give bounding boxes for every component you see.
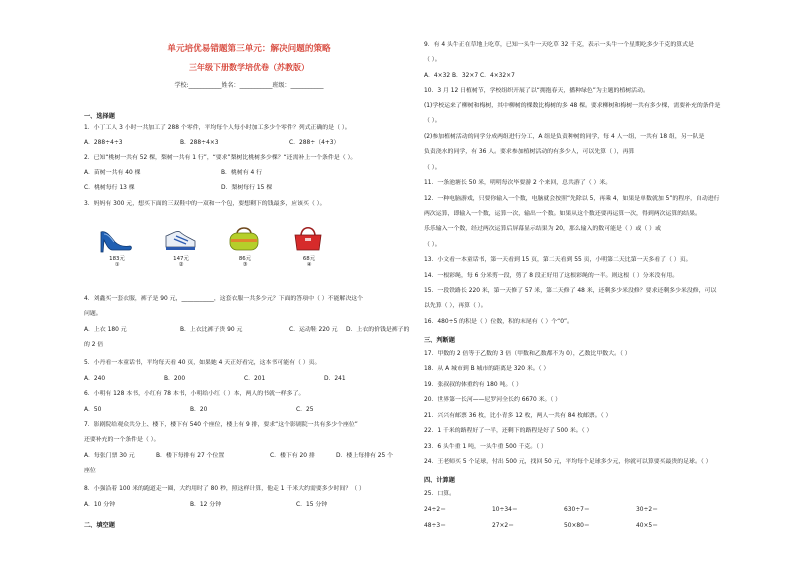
question-4: 4．刘鑫买一套衣服，裤子是 90 元，___________，这套衣服一共多少元？下面的答项中（ ）不能解决这个 — [84, 296, 363, 302]
question-4-option-d-continued: 的 2 倍 — [84, 342, 104, 348]
question-24: 24．王老师买 5 个足球，付出 500 元，找回 50 元，平均每个足球多少元，你就可以算要买最贵的足球。（ ） — [424, 459, 712, 465]
question-10-part-2: (2)参加植树活动的同学分成两组进行分工，A 组是负责种树的同学，每 4 人一组，一共有 18 组，另一队是 — [424, 134, 705, 140]
option[interactable]: A．50 — [84, 407, 102, 413]
question-7: 7．影剧院给观众共分上、楼下，楼下有 540 个座位，楼上有 9 排，要求“这个影剧院一共有多少个座位” — [84, 422, 358, 428]
question-12-blank: （ ）。 — [424, 242, 441, 248]
option[interactable]: B．上衣比裤子贵 90 元 — [180, 327, 243, 333]
question-21: 21．兴兴有邮票 36 枚，比小青多 12 枚，两人一共有 84 枚邮票。（ ） — [424, 413, 612, 419]
option[interactable]: A．上衣 180 元 — [84, 327, 127, 333]
question-25: 25．口算。 — [424, 491, 456, 497]
section-heading-choice: 一、选择题 — [84, 113, 115, 120]
question-10: 10．3 月 12 日植树节，学校组织开展了以“拥抱春天，播种绿色”为主题的植树活动。 — [424, 88, 649, 94]
item-price: 68元 — [302, 256, 316, 262]
item-card — [220, 222, 270, 272]
question-15-continued: 以先算（ ），再算（ ）。 — [424, 303, 487, 309]
option[interactable]: C．桃树每行 13 棵 — [84, 185, 135, 191]
question-5: 5．小丹看一本童话书，平均每天看 40 页，如果她 4 天正好看完，这本书可能有（ ）页。 — [84, 360, 321, 366]
option[interactable]: B．288÷4×3 — [180, 140, 219, 146]
question-9: 9．有 4 头牛正在草地上吃草，已知一头牛一天吃草 32 千克，表示一头牛一个星期吃多少千克的算式是 — [424, 42, 694, 48]
option[interactable]: C．15 分钟 — [296, 502, 328, 508]
student-info-line: 学校:___________姓名：___________班级：___________ — [174, 82, 324, 89]
question-14: 14．一根彩绳，每 6 分米剪一段，剪了 8 段正好用了这根彩绳的一半。则这根（ ）分米没有用。 — [424, 273, 679, 279]
option[interactable]: D．梨树每行 15 棵 — [221, 185, 273, 191]
item-card — [156, 222, 206, 272]
math-item: 27×2＝ — [492, 523, 515, 529]
item-number: ① — [114, 262, 120, 268]
question-10-part-1-blank: （ ）。 — [424, 118, 441, 124]
question-17: 17．甲数的 2 倍等于乙数的 3 倍（甲数和乙数都不为 0），乙数比甲数大。（ ） — [424, 351, 631, 357]
question-1: 1．小丁工人 3 小时一共加工了 288 个零件，平均每个人每小时加工多少个零件？列式正确的是（ ）。 — [84, 125, 351, 131]
option[interactable]: A．苗树一共有 40 棵 — [84, 170, 141, 176]
option[interactable]: A．每张门票 30 元 — [84, 453, 135, 459]
question-20: 20．世界第一长河——尼罗河全长约 6670 米。（ ） — [424, 397, 562, 403]
question-7-continued: 还要补充的一个条件是（ ）。 — [84, 437, 160, 443]
math-item: 24÷2＝ — [424, 507, 447, 513]
question-4-continued: 问题。 — [84, 311, 102, 317]
option[interactable]: C．25 — [296, 407, 314, 413]
option[interactable]: C．运动鞋 220 元 — [289, 327, 338, 333]
question-3-pictures — [92, 222, 392, 272]
question-11: 11．一条池塘长 50 米，明明每次毕要游 2 个来回，总共游了（ ）米。 — [424, 180, 612, 186]
question-15: 15．一段铁路长 220 米，第一天修了 57 米，第二天修了 48 米，还剩多少米没修？要求还剩多少米没修，可以 — [424, 288, 717, 294]
math-item: 630÷7＝ — [564, 507, 590, 513]
option[interactable]: C．288÷（4+3） — [289, 140, 340, 146]
option[interactable]: D．楼上每排有 25 个 — [336, 453, 394, 459]
item-price: 147元 — [173, 256, 189, 262]
handbag-icon — [290, 222, 326, 254]
option[interactable]: B．20 — [190, 407, 208, 413]
option[interactable]: D．241 — [324, 376, 346, 382]
question-9-blank: （ ）。 — [424, 57, 441, 63]
page-title: 单元培优易错题第三单元：解决问题的策略 — [167, 44, 331, 54]
question-8: 8．小强沿着 100 米的跑道走一圈，大约用时了 80 秒，照这样计算，他走 1 千米大约需要多少时间？（ ） — [84, 486, 365, 492]
question-12-continued: 两次运算，即输入一个数，运算一次，输出一个数。如果从这个数还要再运算一次，得到两次运算的结果。 — [424, 211, 701, 217]
item-card — [92, 222, 142, 272]
high-heel-shoe-icon — [98, 222, 134, 254]
sneaker-icon — [162, 222, 198, 254]
item-number: ② — [178, 262, 184, 268]
question-10-part-2-continued: 负责浇水的同学，有 36 人。要求参加植树活动的有多少人，可以先算（ ），再算 — [424, 149, 635, 155]
math-item: 48÷3＝ — [424, 523, 447, 529]
page-subtitle: 三年级下册数学培优卷（苏教版） — [189, 63, 309, 72]
question-12: 12．一种电脑游戏，只要你输入一个数，电脑就会按照“先除以 5，再乘 4，如果是单数就加 5”的程序，自动进行 — [424, 196, 720, 202]
question-22: 22．1 千米的路程好了一半，还剩下的路程是好了 500 米。（ ） — [424, 428, 593, 434]
duffel-bag-icon — [226, 222, 262, 254]
math-item: 40×5＝ — [636, 523, 659, 529]
option[interactable]: C．楼下有 20 排 — [270, 453, 315, 459]
item-card — [284, 222, 334, 272]
option[interactable]: B．200 — [164, 376, 186, 382]
question-9-options[interactable]: A．4×32 B．32×7 C．4×32×7 — [424, 73, 515, 79]
option[interactable]: A．288÷4÷3 — [84, 140, 123, 146]
math-item: 30÷2＝ — [636, 507, 659, 513]
option[interactable]: A．10 分钟 — [84, 502, 116, 508]
option[interactable]: B．桃树有 4 行 — [221, 170, 262, 176]
option[interactable]: A．240 — [84, 376, 106, 382]
question-18: 18．从 A 城市到 B 城市的距离是 320 米。（ ） — [424, 366, 550, 372]
question-2: 2．已知“桃树一共有 52 棵，梨树一共有 1 行”，“要求”梨树比桃树多少棵？“还需补上一个条件是（ ）。 — [84, 155, 357, 161]
option[interactable]: B．楼下每排有 27 个位置 — [156, 453, 225, 459]
question-3: 3．妈妈有 300 元，想买下面的三双鞋中的一双和一个包，要想剩下的钱最多，应该买（ ）。 — [84, 201, 326, 207]
question-23: 23．6 头牛重 1 吨，一头牛重 500 千克。（ ） — [424, 444, 547, 450]
question-10-part-2-blank: （ ）。 — [424, 165, 441, 171]
question-7-option-d-continued: 座位 — [84, 468, 96, 474]
section-heading-fill-in: 二、填空题 — [84, 522, 115, 529]
option[interactable]: B．12 分钟 — [190, 502, 222, 508]
option[interactable]: C．201 — [244, 376, 266, 382]
math-item: 10÷34＝ — [492, 507, 518, 513]
option[interactable]: D．上衣的价钱是裤子的 — [346, 327, 410, 333]
item-number: ④ — [306, 262, 312, 268]
section-heading-calculation: 四、计算题 — [424, 477, 455, 484]
math-item: 50×80＝ — [564, 523, 590, 529]
question-12-continued-2: 乐乐输入一个数，经过两次运算后屏幕显示结果为 20，那么输入的数可能是（ ）或（ ）或 — [424, 226, 661, 232]
question-13: 13．小文看一本童话书，第一天看到 15 页，第二天看到 55 页，小明第二天比第一天多看了（ ）页。 — [424, 257, 692, 263]
question-10-part-1: (1)学校运来了柳树和梅树，其中柳树的棵数比梅树的多 48 棵。要求柳树和梅树一共有多少棵，需要补充的条件是 — [424, 103, 721, 109]
item-price: 86元 — [238, 256, 252, 262]
question-6: 6．小明有 128 本书，小红有 78 本书，小明给小红（ ）本，两人的书就一样多了。 — [84, 391, 305, 397]
section-heading-judgement: 三、判断题 — [424, 337, 455, 344]
item-number: ③ — [242, 262, 248, 268]
question-19: 19．张叔叔的体重约有 180 吨。（ ） — [424, 382, 522, 388]
question-16: 16．480÷5 的积是（ ）位数，积的末尾有（ ）个“0”。 — [424, 319, 573, 325]
item-price: 183元 — [109, 256, 125, 262]
